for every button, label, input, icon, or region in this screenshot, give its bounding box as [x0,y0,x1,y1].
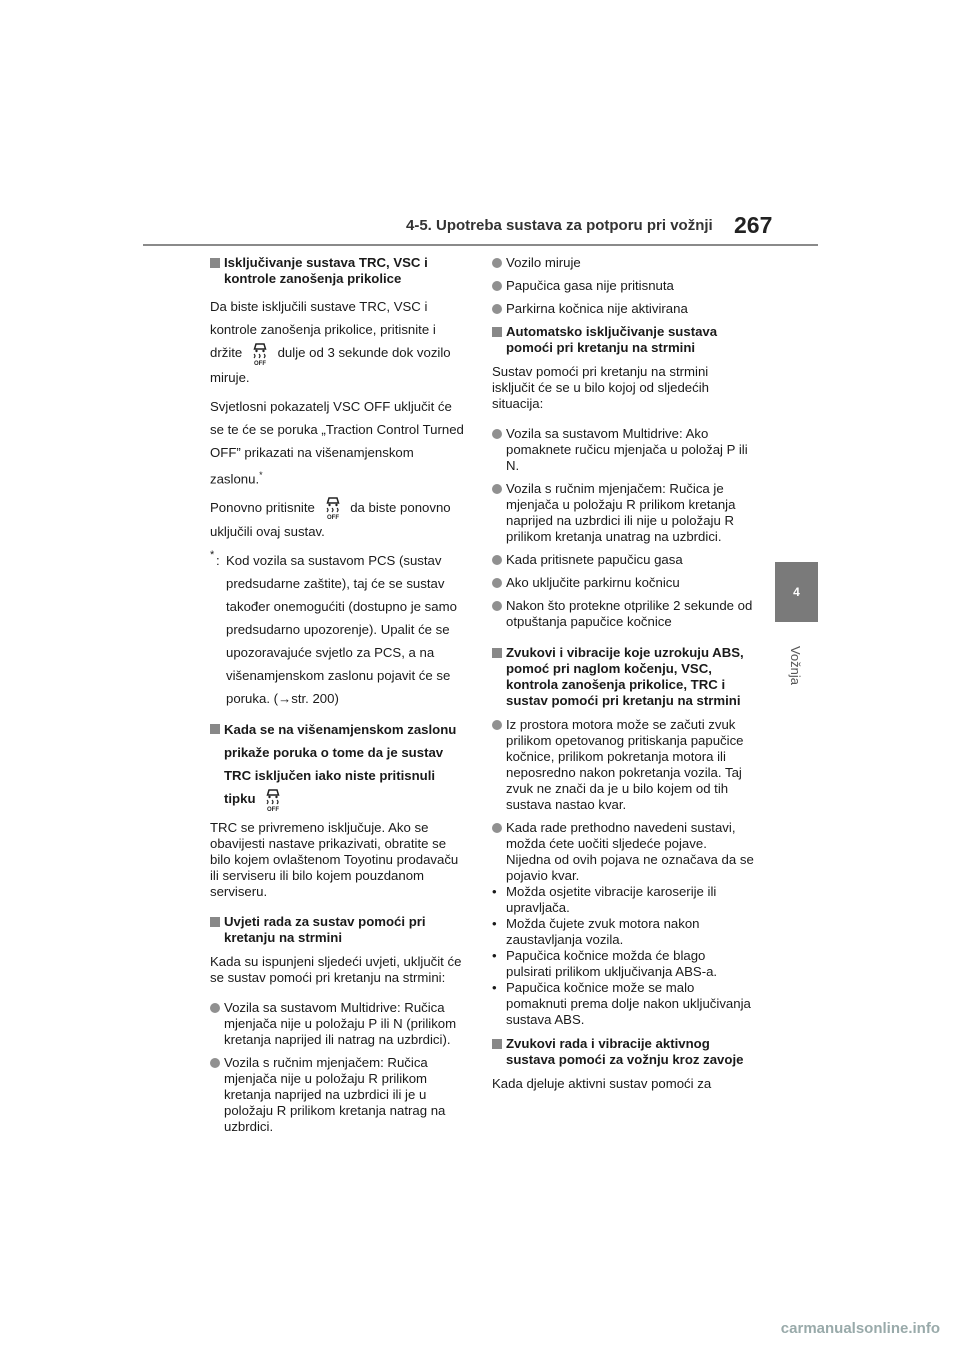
heading-auto-cancel: Automatsko isključivanje sustava pomoći pri kretanju na strmini [492,324,754,356]
paragraph-active-cornering: Kada djeluje aktivni sustav pomoći za [492,1076,712,1091]
heading-sounds-vibrations: Zvukovi i vibracije koje uzrokuju ABS, pomoć pri naglom kočenju, VSC, kontrola zanošenja prikolice, TRC i sustav pomoći pri kretanju na strmini [492,645,754,709]
dash-item: • Možda osjetite vibracije karoserije ili upravljača. [492,884,717,915]
left-column [210,255,468,1142]
paragraph-auto-cancel: Sustav pomoći pri kretanju na strmini isključit će se u bilo kojoj od sljedećih situacija: [492,364,709,411]
svg-text:OFF: OFF [267,806,280,812]
list-item: Ako uključite parkirnu kočnicu [492,575,754,591]
heading-trc-vsc-off: Isključivanje sustava TRC, VSC i kontrole zanošenja prikolice [210,255,468,287]
list-item: Vozila sa sustavom Multidrive: Ako pomaknete ručicu mjenjača u položaj P ili N. [492,426,754,474]
paragraph-indicator: Svjetlosni pokazatelj VSC OFF uključit će se te će se poruka „Traction Control Turned OFF” prikazati na višenamjenskom zaslonu.* [210,398,464,486]
page-number: 267 [734,212,773,238]
list-item: Nakon što protekne otprilike 2 sekunde od otpuštanja papučice kočnice [492,598,754,630]
dash-item: • Možda čujete zvuk motora nakon zaustavljanja vozila. [492,916,700,947]
right-column [492,255,754,1098]
paragraph-hill-start: Kada su ispunjeni sljedeći uvjeti, uključit će se sustav pomoći pri kretanju na strmini: [210,953,462,985]
dash-item: • Papučica kočnice može se malo pomaknuti prema dolje nakon uključivanja sustava ABS. [492,980,751,1027]
list-item: Kada pritisnete papučicu gasa [492,552,754,568]
vsc-off-icon [263,788,283,812]
list-item: Kada rade prethodno navedeni sustavi, možda ćete uočiti sljedeće pojave. Nijedna od ovih pojava ne označava da se pojavio kvar. [492,820,754,884]
paragraph-turn-on: Ponovno pritisnite OFF da biste ponovno uključili ovaj sustav. [210,496,468,544]
paragraph-trc-temporary: TRC se privremeno isključuje. Ako se obavijesti nastave prikazivati, obratite se bilo kojem ovlaštenom Toyotinu prodavaču ili serviseru ili bilo kojem pouzdanom serviseru. [210,819,459,899]
vsc-off-icon [323,496,343,520]
heading-trc-message: Kada se na višenamjenskom zaslonu prikaže poruka o tome da je sustav TRC isključen iako niste pritisnuli tipku OFF [210,718,468,812]
svg-text:OFF: OFF [253,360,266,366]
list-item: Papučica gasa nije pritisnuta [492,278,754,294]
footnote: * : Kod vozila sa sustavom PCS (sustav predsudarne zaštite), taj će se sustav također onemogućiti (dostupno je samo predsudarno upozorenje). Upalit će se upozoravajuće svjetlo za PCS, a na višenamjenskom zaslonu pojavit će se poruka. (→str. 200) [210,549,457,707]
dash-item: • Papučica kočnice možda će blago pulsirati prilikom uključivanja ABS-a. [492,948,718,979]
list-item: Vozilo miruje [492,255,754,271]
chapter-tab: 4 [775,562,818,622]
list-item: Vozila s ručnim mjenjačem: Ručica mjenjača nije u položaju R prilikom kretanja naprijed na uzbrdici ili je u položaju R prilikom kretanja natrag na uzbrdici. [210,1055,468,1135]
list-item: Vozila s ručnim mjenjačem: Ručica je mjenjača u položaju R prilikom kretanja naprijed na uzbrdici ili nije u položaju R prilikom kretanja unatrag na uzbrdici. [492,481,754,545]
watermark: carmanualsonline.info [780,1320,940,1337]
header-divider [143,244,818,246]
section-title: 4-5. Upotreba sustava za potporu pri vožnji [406,217,713,234]
list-item: Parkirna kočnica nije aktivirana [492,301,754,317]
list-item: Vozila sa sustavom Multidrive: Ručica mjenjača nije u položaju P ili N (prilikom kretanja naprijed ili natrag na uzbrdici). [210,1000,468,1048]
list-item: Iz prostora motora može se začuti zvuk prilikom opetovanog pritiskanja papučice kočnice, prilikom pokretanja motora ili neposredno nakon pokretanja vozila. Taj zvuk ne znači da je u bilo kojem od tih sustava nastao kvar. [492,717,754,813]
chapter-label: Vožnja [788,645,804,685]
svg-text:OFF: OFF [326,515,339,521]
heading-hill-start-conditions: Uvjeti rada za sustav pomoći pri kretanju na strmini [210,914,468,946]
page-header [0,0,960,280]
heading-active-cornering: Zvukovi rada i vibracije aktivnog sustava pomoći za vožnju kroz zavoje [492,1036,754,1068]
vsc-off-icon [250,342,270,366]
paragraph-turn-off: Da biste isključili sustave TRC, VSC i kontrole zanošenja prikolice, pritisnite i držite OFF dulje od 3 sekunde dok vozilo miruje. [210,299,451,385]
